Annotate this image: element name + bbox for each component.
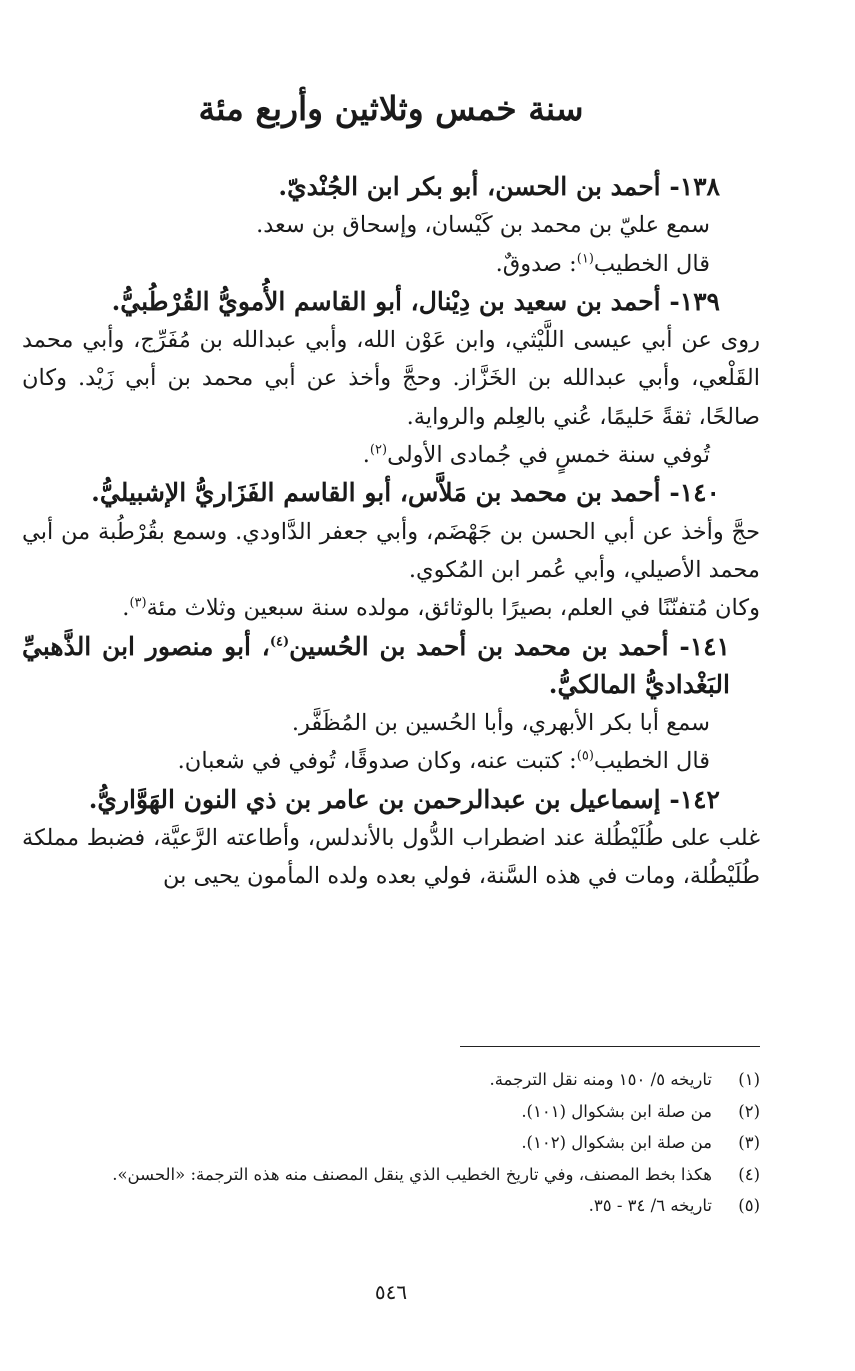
footnote-ref-3[interactable]: (٣) — [129, 595, 147, 611]
footnote-5 — [22, 1190, 760, 1222]
footnote-3 — [22, 1127, 760, 1159]
entry-139-title: ١٣٩- أحمد بن سعيد بن دِيْنال، أبو القاسم الأُمويُّ القُرْطُبيُّ. — [111, 286, 720, 316]
entry-138-title: ١٣٨- أحمد بن الحسن، أبو بكر ابن الجُنْديّ. — [278, 172, 720, 201]
footnote-1 — [22, 1064, 760, 1096]
entry-139-text — [22, 436, 760, 474]
entry-140-title: ١٤٠- أحمد بن محمد بن مَلاَّس، أبو القاسم الفَزَاريُّ الإشبيليُّ. — [91, 478, 720, 508]
footnote-number: (٥) — [738, 1196, 760, 1215]
page-number: ٥٤٦ — [374, 1280, 408, 1304]
entry-139-text: روى عن أبي عيسى اللَّيْثي، وابن عَوْن الله، وأبي عبدالله بن مُفَرِّج، وأبي محمد القَلْعي، وأبي عبدالله بن الخَزَّاز. وحجَّ وأخذ عن أبي محمد بن أبي زَيْد. وكان صالحًا، ثقةً حَليمًا، عُني بالعِلم والرواية. — [22, 327, 760, 430]
entry-text-fragment: تُوفي سنة خمسٍ في جُمادى الأولى — [387, 442, 710, 469]
footnotes — [22, 1064, 760, 1222]
entry-title-fragment: ، أبو منصور ابن الذَّهبيِّ البَغْداديُّ المالكيُّ. — [22, 631, 730, 699]
entry-text-fragment: . — [362, 442, 370, 469]
entry-142-text: غلب على طُلَيْطُلة عند اضطراب الدُّول بالأندلس، وأطاعته الرَّعيَّة، فضبط مملكة طُلَيْطُلة، ومات في هذه السَّنة، فولي بعده ولده المأمون يحيى بن — [22, 825, 760, 890]
footnote-text: تاريخه ٥/ ١٥٠ ومنه نقل الترجمة. — [489, 1070, 712, 1089]
footnote-ref-1[interactable]: (١) — [576, 251, 594, 267]
entry-text-fragment: قال الخطيب — [593, 748, 710, 775]
footnote-number: (٣) — [738, 1133, 760, 1152]
footnote-number: (١) — [738, 1070, 760, 1089]
footnote-number: (٤) — [738, 1164, 760, 1184]
entry-142-title: ١٤٢- إسماعيل بن عبدالرحمن بن عامر بن ذي النون الهَوَّاريُّ. — [88, 784, 720, 814]
main-text — [22, 168, 760, 896]
footnote-ref-4[interactable]: (٤) — [269, 634, 290, 650]
footnote-ref-2[interactable]: (٢) — [369, 442, 388, 458]
footnote-text: هكذا بخط المصنف، وفي تاريخ الخطيب الذي ينقل المصنف منه هذه الترجمة: «الحسن». — [112, 1164, 712, 1184]
footnote-4 — [22, 1159, 760, 1191]
page-title: سنة خمس وثلاثين وأربع مئة — [198, 89, 584, 128]
entry-text-fragment: . — [122, 595, 130, 622]
entry-141-text: سمع أبا بكر الأبهري، وأبا الحُسين بن المُظَفَّر. — [291, 710, 710, 737]
entry-text-fragment: قال الخطيب — [593, 250, 710, 277]
entry-138-text: سمع عليّ بن محمد بن كَيْسان، وإسحاق بن سعد. — [256, 212, 710, 239]
footnote-number: (٢) — [738, 1101, 760, 1121]
footnote-text: من صلة ابن بشكوال (١٠٢). — [521, 1133, 712, 1152]
footnote-divider — [460, 1046, 760, 1047]
entry-141-text — [22, 742, 760, 780]
entry-141-title — [22, 628, 760, 705]
entry-text-fragment: : صدوقٌ. — [495, 250, 577, 277]
entry-title-fragment: ١٤١- أحمد بن محمد بن أحمد بن الحُسين — [289, 631, 730, 661]
footnote-text: من صلة ابن بشكوال (١٠١). — [521, 1101, 712, 1121]
entry-text-fragment: وكان مُتفنّنًا في العلم، بصيرًا بالوثائق، مولده سنة سبعين وثلاث مئة — [146, 595, 760, 622]
entry-138-text — [22, 245, 760, 283]
entry-140-text — [22, 589, 760, 627]
footnote-ref-5[interactable]: (٥) — [576, 748, 594, 764]
entry-140-text: حجَّ وأخذ عن أبي الحسن بن جَهْضَم، وأبي جعفر الدَّاودي. وسمع بقُرْطُبة من أبي محمد الأصيلي، وأبي عُمر ابن المُكوي. — [22, 518, 760, 583]
entry-text-fragment: : كتبت عنه، وكان صدوقًا، تُوفي في شعبان. — [177, 748, 577, 775]
footnote-text: تاريخه ٦/ ٣٤ - ٣٥. — [588, 1196, 712, 1215]
footnote-2 — [22, 1096, 760, 1128]
